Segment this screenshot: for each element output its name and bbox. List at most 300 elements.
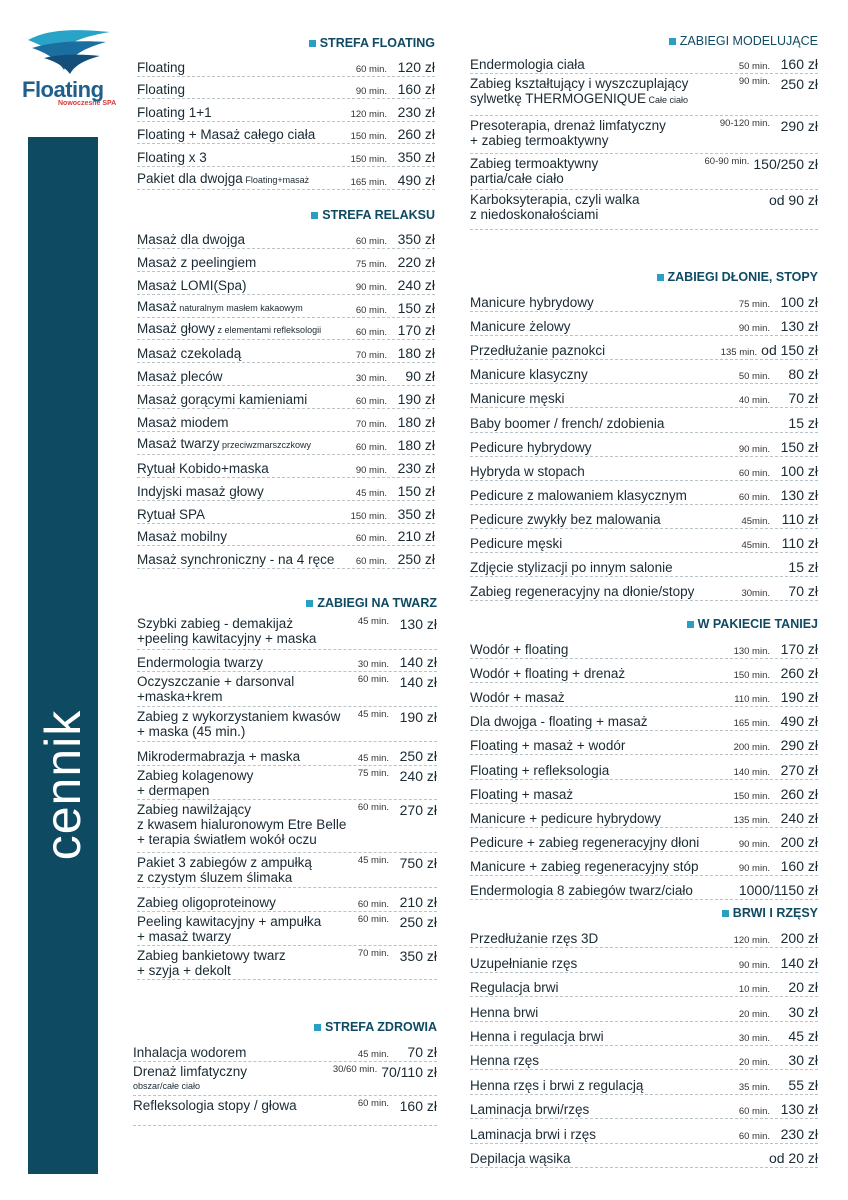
service-price: 160 zł <box>780 857 818 874</box>
service-price: 70 zł <box>788 390 818 407</box>
service-name: Masaż z peelingiem <box>137 254 257 270</box>
service-name: Przedłużanie paznokci <box>470 343 606 359</box>
price-row <box>470 1095 818 1119</box>
service-duration: 90 min. <box>738 323 770 335</box>
service-name: Oczyszczanie + darsonval +maska+krem <box>137 674 295 704</box>
service-price: 130 zł <box>399 616 437 632</box>
section-title <box>137 596 437 610</box>
price-row <box>137 853 437 888</box>
section-title <box>137 208 435 222</box>
service-note: Floating+masaż <box>242 174 310 185</box>
service-price: 270 zł <box>780 761 818 778</box>
section-zabiegi-dlonie-stopy <box>470 270 818 601</box>
service-price: 180 zł <box>397 436 435 453</box>
service-duration: 165 min. <box>350 176 387 188</box>
section-title <box>137 36 435 50</box>
price-row <box>137 672 437 707</box>
service-price: 160 zł <box>397 81 435 98</box>
service-price: 55 zł <box>788 1076 818 1093</box>
service-price: 150 zł <box>397 299 435 316</box>
service-price: 170 zł <box>780 641 818 658</box>
price-row <box>470 1070 818 1094</box>
service-name: Wodór + masaż <box>470 690 565 706</box>
service-name: Masaż czekoladą <box>137 346 242 362</box>
service-price: 80 zł <box>788 366 818 383</box>
price-row <box>470 336 818 360</box>
price-row <box>137 478 435 501</box>
price-row <box>470 481 818 505</box>
price-row <box>137 501 435 524</box>
price-row <box>470 457 818 481</box>
service-name: Zabieg nawilżający z kwasem hialuronowym Etre Belle + terapia światłem wokół oczu <box>137 802 347 847</box>
price-row <box>470 1119 818 1143</box>
service-price: 150 zł <box>397 482 435 499</box>
service-name: Masaż dla dwojga <box>137 231 246 247</box>
service-price: 260 zł <box>780 785 818 802</box>
service-name: Karboksyterapia, czyli walka z niedoskonałościami <box>470 192 640 222</box>
price-row <box>137 318 435 341</box>
service-name: Zabieg kształtujący i wyszczuplający sylwetkę THERMOGENIQUE Całe ciało <box>470 76 689 106</box>
service-name: Henna rzęs <box>470 1053 540 1069</box>
service-duration: 60 min. <box>357 1098 389 1109</box>
service-duration: 30 min. <box>355 373 387 385</box>
service-duration: 140 min. <box>733 766 770 778</box>
service-duration: 70 min. <box>355 419 387 431</box>
brand-logo <box>22 26 122 106</box>
service-duration: 60 min. <box>738 491 770 503</box>
service-duration: 45 min. <box>357 855 389 866</box>
service-price: 260 zł <box>780 665 818 682</box>
service-price: 190 zł <box>399 709 437 725</box>
service-price: 270 zł <box>399 802 437 818</box>
service-name: Depilacja wąsika <box>470 1150 571 1166</box>
service-price: 190 zł <box>397 391 435 408</box>
service-name: Peeling kawitacyjny + ampułka + masaż twarzy <box>137 914 322 944</box>
service-price: 100 zł <box>780 462 818 479</box>
price-row <box>137 546 435 569</box>
service-duration: 60-90 min. <box>704 156 750 167</box>
service-price: 240 zł <box>397 276 435 293</box>
service-duration: 110 min. <box>734 694 770 706</box>
service-price: 130 zł <box>780 486 818 503</box>
price-row <box>470 852 818 876</box>
service-price: 220 zł <box>397 253 435 270</box>
service-duration: 45min. <box>741 515 770 527</box>
service-duration: 50 min. <box>738 61 770 72</box>
service-name: Floating 1+1 <box>137 104 212 120</box>
service-name: Pakiet dla dwojga Floating+masaż <box>137 170 310 186</box>
section-title <box>470 617 818 631</box>
service-name: Floating <box>137 59 186 75</box>
brand-subtitle: Nowoczesne SPA <box>58 100 117 107</box>
section-title-text: STREFA FLOATING <box>319 36 435 50</box>
price-row <box>470 804 818 828</box>
service-note: Całe ciało <box>646 95 689 105</box>
section-strefa-floating <box>137 36 435 190</box>
service-duration: 120 min. <box>350 108 387 120</box>
service-duration: 150 min. <box>733 670 770 682</box>
price-row <box>137 766 437 800</box>
service-duration: 60 min. <box>355 63 387 75</box>
service-name: Pedicure hybrydowy <box>470 439 592 455</box>
service-price: 230 zł <box>397 103 435 120</box>
service-name: Pedicure męski <box>470 536 563 552</box>
service-price: 150/250 zł <box>753 156 818 172</box>
sidebar-band <box>28 137 98 1174</box>
service-name: Uzupełnianie rzęs <box>470 955 578 971</box>
service-duration: 60 min. <box>357 899 389 910</box>
service-note: przeciwzmarszczkowy <box>219 439 312 450</box>
service-duration: 20 min. <box>738 1057 770 1069</box>
service-name: Floating + refleksologia <box>470 762 610 778</box>
square-bullet-icon <box>687 621 694 628</box>
service-price: 110 zł <box>781 510 818 527</box>
service-note: naturalnym masłem kakaowym <box>176 302 303 313</box>
service-duration: 60 min. <box>355 327 387 339</box>
price-row <box>470 433 818 457</box>
service-price: 15 zł <box>788 414 818 431</box>
price-row <box>137 912 437 946</box>
service-price: 160 zł <box>780 56 818 72</box>
square-bullet-icon <box>314 1024 321 1031</box>
price-row <box>470 74 818 116</box>
price-row <box>470 755 818 779</box>
service-duration: 30min. <box>741 588 770 600</box>
service-price: 1000/1150 zł <box>738 882 818 899</box>
service-duration: 60 min. <box>738 1106 770 1118</box>
service-note: z elementami refleksologii <box>215 325 322 336</box>
section-title <box>470 906 818 920</box>
service-price: 140 zł <box>780 954 818 971</box>
service-price: 140 zł <box>399 654 437 670</box>
service-name: Masaż twarzy przeciwzmarszczkowy <box>137 435 312 451</box>
square-bullet-icon <box>669 38 676 45</box>
service-price: 70/110 zł <box>381 1064 437 1080</box>
service-duration: 90 min. <box>738 959 770 971</box>
service-name: Masaż pleców <box>137 369 223 385</box>
section-strefa-zdrowia <box>133 1020 437 1126</box>
service-duration: 45 min. <box>357 709 389 720</box>
service-name: Masaż naturalnym masłem kakaowym <box>137 298 303 314</box>
price-row <box>470 973 818 997</box>
price-row <box>133 1096 437 1126</box>
service-duration: 40 min. <box>738 395 770 407</box>
service-duration: 90 min. <box>355 464 387 476</box>
price-row <box>137 99 435 122</box>
service-name: Przedłużanie rzęs 3D <box>470 931 599 947</box>
service-price: 160 zł <box>399 1098 437 1114</box>
service-duration: 45 min. <box>357 616 389 627</box>
section-title <box>470 270 818 284</box>
price-row <box>137 340 435 363</box>
service-price: 70 zł <box>407 1044 437 1060</box>
service-name: Masaż gorącymi kamieniami <box>137 392 308 408</box>
service-duration: 50 min. <box>738 371 770 383</box>
service-name: Drenaż limfatyczny obszar/całe ciało <box>133 1064 333 1094</box>
service-name: Wodór + floating + drenaż <box>470 666 626 682</box>
service-price: 250 zł <box>397 551 435 568</box>
service-price: 230 zł <box>397 459 435 476</box>
service-price: 250 zł <box>780 76 818 92</box>
price-row <box>137 742 437 766</box>
service-duration: 30/60 min. <box>332 1064 378 1075</box>
service-price: od 90 zł <box>768 192 818 208</box>
price-row <box>470 190 818 230</box>
service-price: 170 zł <box>397 322 435 339</box>
service-price: 240 zł <box>399 768 437 784</box>
service-duration: 90 min. <box>738 76 770 87</box>
service-name: Rytuał Kobido+maska <box>137 460 269 476</box>
section-title-text: W PAKIECIE TANIEJ <box>697 617 818 631</box>
wave-logo-icon <box>26 26 112 76</box>
service-duration: 150 min. <box>733 790 770 802</box>
service-price: 490 zł <box>397 171 435 188</box>
service-duration: 75 min. <box>738 299 770 311</box>
price-row <box>470 876 818 900</box>
section-title <box>133 1020 437 1034</box>
service-price: 100 zł <box>780 294 818 311</box>
service-name: Manicure żelowy <box>470 319 571 335</box>
price-row <box>470 731 818 755</box>
service-duration: 30 min. <box>357 659 389 670</box>
price-row <box>137 888 437 912</box>
section-zabiegi-na-twarz <box>137 596 437 980</box>
service-name: Zabieg termoaktywny partia/całe ciało <box>470 156 599 186</box>
section-title-text: STREFA RELAKSU <box>322 208 435 222</box>
service-name: Manicure + zabieg regeneracyjny stóp <box>470 858 699 874</box>
service-price: od 150 zł <box>761 342 818 359</box>
service-name: Indyjski masaż głowy <box>137 483 264 499</box>
service-price: 250 zł <box>399 748 437 764</box>
price-row <box>137 122 435 145</box>
price-row <box>137 226 435 249</box>
price-row <box>137 386 435 409</box>
price-row <box>137 614 437 650</box>
service-name: Masaż mobilny <box>137 529 228 545</box>
service-name: Masaż miodem <box>137 415 229 431</box>
service-name: Hybryda w stopach <box>470 463 585 479</box>
service-price: 130 zł <box>780 318 818 335</box>
price-row <box>470 780 818 804</box>
service-price: 290 zł <box>780 737 818 754</box>
price-row <box>137 650 437 672</box>
service-name: Inhalacja wodorem <box>133 1045 247 1060</box>
service-name: Presoterapia, drenaż limfatyczny + zabieg termoaktywny <box>470 118 666 148</box>
service-name: Zabieg regeneracyjny na dłonie/stopy <box>470 584 695 600</box>
price-row <box>470 116 818 154</box>
price-row <box>133 1038 437 1062</box>
service-name: Dla dwojga - floating + masaż <box>470 714 648 730</box>
price-row <box>470 924 818 948</box>
service-name: Zdjęcie stylizacji po innym salonie <box>470 560 673 576</box>
service-duration: 135 min. <box>720 347 758 359</box>
service-price: 180 zł <box>397 414 435 431</box>
section-brwi-i-rzesy <box>470 906 818 1168</box>
service-name: Manicure + pedicure hybrydowy <box>470 810 661 826</box>
square-bullet-icon <box>311 212 318 219</box>
service-name: Floating + masaż <box>470 786 574 802</box>
section-zabiegi-modelujace <box>470 34 818 230</box>
service-price: 350 zł <box>397 148 435 165</box>
service-name: Henna rzęs i brwi z regulacją <box>470 1077 644 1093</box>
service-duration: 90 min. <box>355 86 387 98</box>
service-duration: 200 min. <box>733 742 770 754</box>
service-price: 120 zł <box>397 58 435 75</box>
square-bullet-icon <box>309 40 316 47</box>
service-duration: 135 min. <box>733 814 770 826</box>
service-price: 20 zł <box>788 979 818 996</box>
service-price: 190 zł <box>780 689 818 706</box>
service-duration: 35 min. <box>738 1081 770 1093</box>
price-row <box>137 946 437 980</box>
service-price: 70 zł <box>788 583 818 600</box>
service-note: obszar/całe ciało <box>133 1081 201 1091</box>
service-name: Regulacja brwi <box>470 980 559 996</box>
service-duration: 60 min. <box>355 533 387 545</box>
service-duration: 60 min. <box>357 674 389 685</box>
service-duration: 10 min. <box>738 984 770 996</box>
service-duration: 60 min. <box>357 914 389 925</box>
service-name: Floating <box>137 82 186 98</box>
service-price: 350 zł <box>397 230 435 247</box>
service-price: 290 zł <box>780 118 818 134</box>
service-duration: 150 min. <box>350 510 387 522</box>
square-bullet-icon <box>657 274 664 281</box>
service-price: od 20 zł <box>768 1149 818 1166</box>
service-price: 210 zł <box>399 894 437 910</box>
service-name: Henna i regulacja brwi <box>470 1028 604 1044</box>
price-row <box>470 529 818 553</box>
price-row <box>470 505 818 529</box>
service-duration: 30 min. <box>738 1032 770 1044</box>
service-name: Zabieg bankietowy twarz + szyja + dekolt <box>137 948 286 978</box>
price-row <box>470 828 818 852</box>
service-price: 350 zł <box>397 505 435 522</box>
price-row <box>470 1022 818 1046</box>
service-name: Manicure klasyczny <box>470 367 588 383</box>
square-bullet-icon <box>306 600 313 607</box>
service-name: Henna brwi <box>470 1004 539 1020</box>
service-price: 210 zł <box>397 528 435 545</box>
section-w-pakiecie-taniej <box>470 617 818 900</box>
service-price: 250 zł <box>399 914 437 930</box>
price-row <box>137 295 435 318</box>
service-name: Laminacja brwi i rzęs <box>470 1126 597 1142</box>
price-row <box>470 1144 818 1168</box>
section-title-text: BRWI I RZĘSY <box>732 906 818 920</box>
section-title <box>470 34 818 48</box>
brand-name: Floating <box>22 77 104 102</box>
service-price: 90 zł <box>405 368 435 385</box>
service-duration: 20 min. <box>738 1008 770 1020</box>
service-name: Pedicure z malowaniem klasycznym <box>470 487 687 503</box>
service-name: Floating x 3 <box>137 149 207 165</box>
service-price: 45 zł <box>788 1027 818 1044</box>
service-duration: 90 min. <box>738 443 770 455</box>
service-duration: 75 min. <box>355 258 387 270</box>
price-row <box>137 524 435 547</box>
service-duration: 70 min. <box>355 350 387 362</box>
price-row <box>470 384 818 408</box>
service-price: 30 zł <box>788 1003 818 1020</box>
service-duration: 90-120 min. <box>719 118 770 129</box>
service-price: 240 zł <box>780 809 818 826</box>
price-row <box>470 360 818 384</box>
section-title-text: STREFA ZDROWIA <box>324 1020 437 1034</box>
price-row <box>470 553 818 577</box>
price-row <box>137 707 437 742</box>
price-row <box>137 272 435 295</box>
service-price: 180 zł <box>397 345 435 362</box>
price-row <box>470 948 818 972</box>
price-row <box>470 659 818 683</box>
service-price: 490 zł <box>780 713 818 730</box>
service-duration: 165 min. <box>733 718 770 730</box>
service-price: 130 zł <box>780 1101 818 1118</box>
service-duration: 90 min. <box>738 838 770 850</box>
service-name: Wodór + floating <box>470 642 569 658</box>
service-duration: 60 min. <box>355 396 387 408</box>
price-row <box>470 288 818 312</box>
service-name: Refleksologia stopy / głowa <box>133 1098 297 1113</box>
service-duration: 45 min. <box>357 753 389 764</box>
price-row <box>137 54 435 77</box>
section-title-text: ZABIEGI NA TWARZ <box>317 596 437 610</box>
price-row <box>470 707 818 731</box>
service-price: 110 zł <box>781 535 818 552</box>
service-duration: 130 min. <box>733 646 770 658</box>
service-duration: 90 min. <box>355 281 387 293</box>
service-name: Szybki zabieg - demakijaż +peeling kawitacyjny + maska <box>137 616 317 646</box>
service-name: Masaż głowy z elementami refleksologii <box>137 321 322 337</box>
price-row <box>137 800 437 853</box>
service-duration: 90 min. <box>738 862 770 874</box>
service-duration: 45 min. <box>357 1049 389 1060</box>
service-duration: 60 min. <box>738 1130 770 1142</box>
price-row <box>137 167 435 190</box>
price-row <box>470 312 818 336</box>
service-duration: 45min. <box>741 540 770 552</box>
price-row <box>470 154 818 190</box>
price-row <box>470 52 818 74</box>
service-name: Zabieg oligoproteinowy <box>137 895 276 910</box>
service-price: 260 zł <box>397 126 435 143</box>
service-name: Mikrodermabrazja + maska <box>137 749 301 764</box>
service-price: 150 zł <box>780 438 818 455</box>
service-price: 30 zł <box>788 1052 818 1069</box>
section-title-text: ZABIEGI MODELUJĄCE <box>679 34 818 48</box>
service-duration: 150 min. <box>350 131 387 143</box>
service-name: Pedicure + zabieg regeneracyjny dłoni <box>470 834 700 850</box>
price-row <box>470 635 818 659</box>
service-name: Floating + Masaż całego ciała <box>137 127 316 143</box>
service-name: Manicure hybrydowy <box>470 295 594 311</box>
service-duration: 60 min. <box>355 235 387 247</box>
service-duration: 45 min. <box>355 487 387 499</box>
price-row <box>137 144 435 167</box>
service-name: Endermologia ciała <box>470 57 585 72</box>
service-duration: 60 min. <box>357 802 389 813</box>
service-name: Masaż LOMI(Spa) <box>137 277 247 293</box>
price-row <box>470 683 818 707</box>
service-name: Masaż synchroniczny - na 4 ręce <box>137 552 335 568</box>
service-name: Pedicure zwykły bez malowania <box>470 511 661 527</box>
price-row <box>137 432 435 455</box>
service-price: 350 zł <box>399 948 437 964</box>
price-row <box>133 1062 437 1096</box>
service-duration: 150 min. <box>350 153 387 165</box>
service-duration: 120 min. <box>733 935 770 947</box>
